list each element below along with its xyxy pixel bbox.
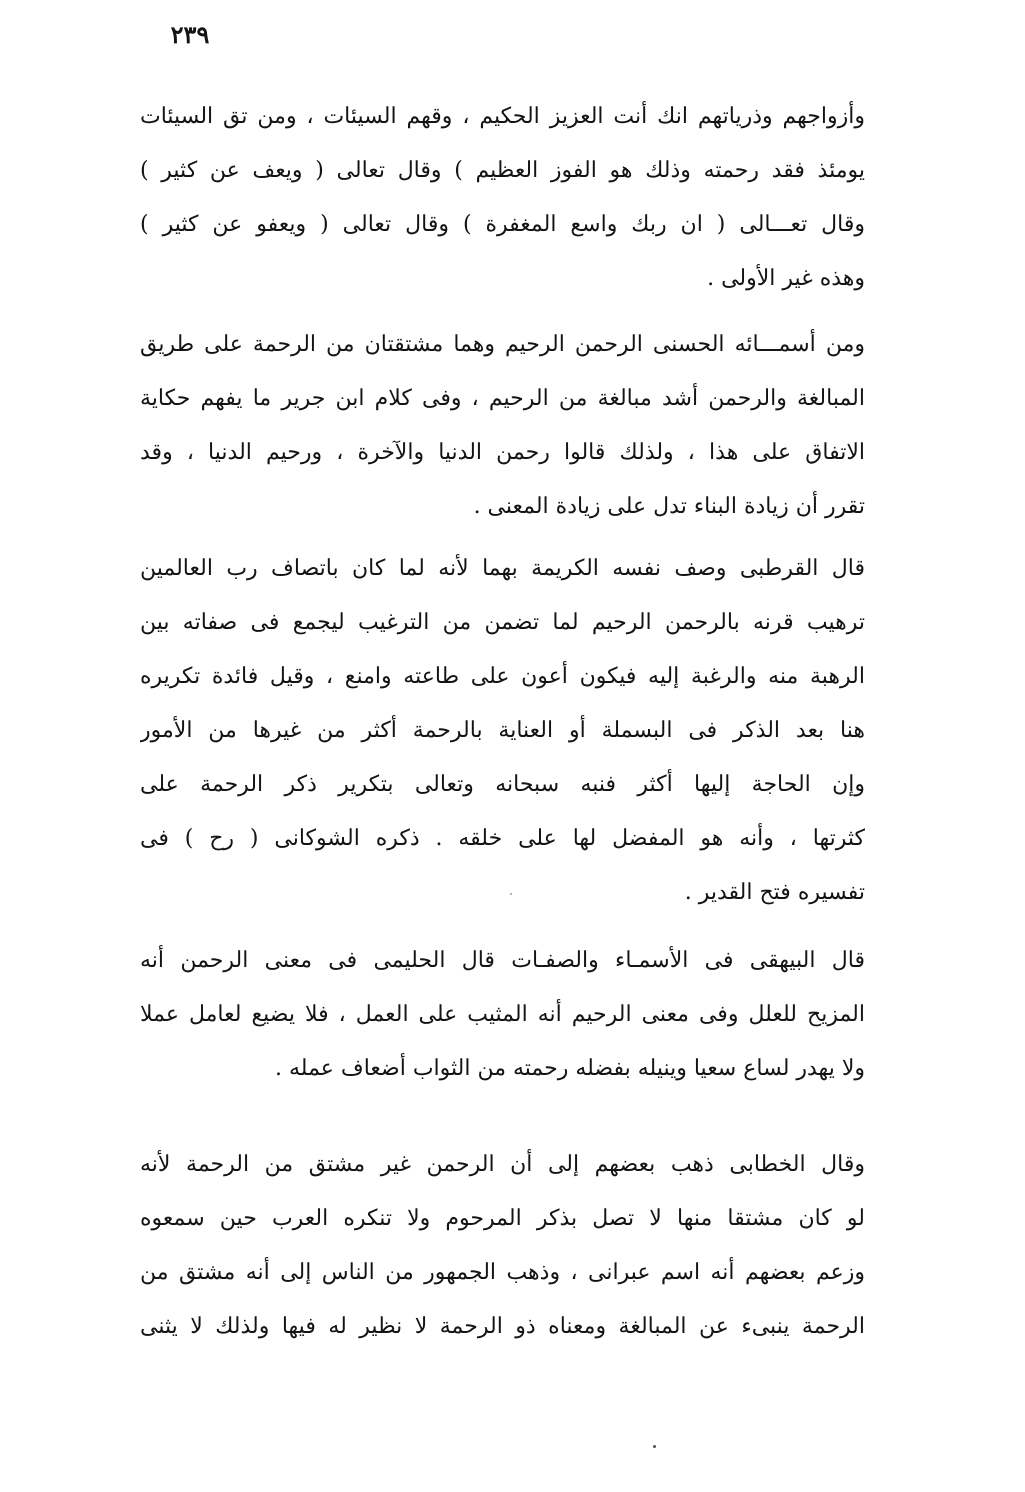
text-line: قال البيهقى فى الأسمـاء والصفـات قال الحليمى فى معنى الرحمن أنه [140, 948, 865, 973]
paragraph-2 [140, 318, 865, 534]
text-line: تفسيره فتح القدير . [684, 880, 865, 905]
text-line: المزيح للعلل وفى معنى الرحيم أنه المثيب على العمل ، فلا يضيع لعامل عملا [140, 1002, 865, 1027]
text-line: وأزواجهم وذرياتهم انك أنت العزيز الحكيم ، وقهم السيئات ، ومن تق السيئات [140, 104, 865, 129]
text-line: لو كان مشتقا منها لا تصل بذكر المرحوم ولا تنكره العرب حين سمعوه [140, 1206, 865, 1231]
text-line: وهذه غير الأولى . [707, 266, 865, 291]
text-line: ترهيب قرنه بالرحمن الرحيم لما تضمن من الترغيب ليجمع فى صفاته بين [140, 610, 865, 635]
text-line: الرحمة ينبىء عن المبالغة ومعناه ذو الرحمة لا نظير له فيها ولذلك لا يثنى [140, 1314, 865, 1339]
paragraph-3 [140, 542, 865, 920]
paragraph-5 [140, 1138, 865, 1354]
text-line: الاتفاق على هذا ، ولذلك قالوا رحمن الدنيا والآخرة ، ورحيم الدنيا ، وقد [140, 440, 865, 465]
text-line: قال القرطبى وصف نفسه الكريمة بهما لأنه لما كان باتصاف رب العالمين [140, 556, 865, 581]
text-line: وقال تعـــالى ( ان ربك واسع المغفرة ) وقال تعالى ( ويعفو عن كثير ) [140, 212, 865, 237]
text-line: المبالغة والرحمن أشد مبالغة من الرحيم ، وفى كلام ابن جرير ما يفهم حكاية [140, 386, 865, 411]
text-line: وزعم بعضهم أنه اسم عبرانى ، وذهب الجمهور من الناس إلى أنه مشتق من [140, 1260, 865, 1285]
scan-speck [653, 1445, 656, 1448]
text-line: يومئذ فقد رحمته وذلك هو الفوز العظيم ) وقال تعالى ( ويعف عن كثير ) [140, 158, 865, 183]
text-line: وقال الخطابى ذهب بعضهم إلى أن الرحمن غير مشتق من الرحمة لأنه [140, 1152, 865, 1177]
paragraph-1 [140, 90, 865, 306]
paragraph-4 [140, 934, 865, 1096]
scan-speck [510, 893, 512, 895]
text-line: الرهبة منه والرغبة إليه فيكون أعون على طاعته وامنع ، وقيل فائدة تكريره [140, 664, 865, 689]
text-line: ولا يهدر لساع سعيا وينيله بفضله رحمته من الثواب أضعاف عمله . [275, 1056, 865, 1081]
text-line: هنا بعد الذكر فى البسملة أو العناية بالرحمة أكثر من غيرها من الأمور [140, 718, 865, 743]
text-line: ومن أسمـــائه الحسنى الرحمن الرحيم وهما مشتقتان من الرحمة على طريق [140, 332, 865, 357]
page-number: ٢٣٩ [170, 20, 210, 49]
text-line: تقرر أن زيادة البناء تدل على زيادة المعنى . [473, 494, 865, 519]
text-line: وإن الحاجة إليها أكثر فنبه سبحانه وتعالى بتكرير ذكر الرحمة على [140, 772, 865, 797]
text-line: كثرتها ، وأنه هو المفضل لها على خلقه . ذكره الشوكانى ( رح ) فى [140, 826, 865, 851]
